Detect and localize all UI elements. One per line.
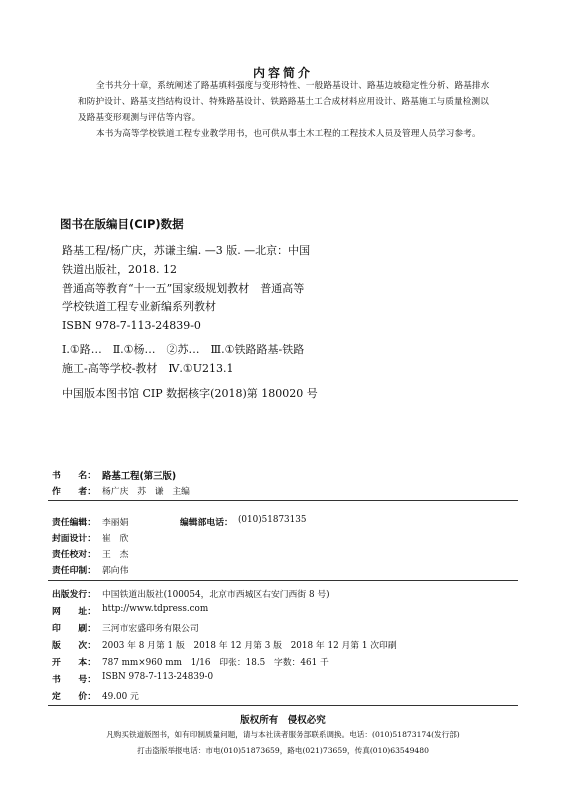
piracy-report-notice: 打击盗版举报电话：市电(010)51873659，路电(021)73659，传真(010)63549480 <box>137 746 429 755</box>
publisher-value: 中国铁道出版社(100054，北京市西城区右安门西街 8 号) <box>102 590 330 600</box>
copyright-notice: 版权所有 侵权必究 <box>240 715 326 726</box>
cip-title: 图书在版编目(CIP)数据 <box>60 217 184 231</box>
cip-line: 学校铁道工程专业新编系列教材 <box>62 300 216 313</box>
phone-value: (010)51873135 <box>238 515 307 525</box>
cip-number: 中国版本图书馆 CIP 数据核字(2018)第 180020 号 <box>62 387 318 400</box>
cover-design-value: 崔 欣 <box>102 534 129 544</box>
edition-value: 2003 年 8 月第 1 版 2018 年 12 月第 3 版 2018 年 12 月第 1 次印刷 <box>102 641 397 651</box>
book-title-label: 书 名： <box>52 471 96 481</box>
phone-label: 编辑部电话： <box>180 518 233 528</box>
cover-design-label: 封面设计： <box>52 534 96 544</box>
format-value: 787 mm×960 mm 1/16 印张：18.5 字数：461 千 <box>102 658 329 668</box>
cip-line: 普通高等教育“十一五”国家级规划教材 普通高等 <box>62 282 305 295</box>
cip-line: 路基工程/杨广庆，苏谦主编. —3 版. —北京：中国 <box>62 244 311 257</box>
cip-line: Ⅰ.①路… Ⅱ.①杨… ②苏… Ⅲ.①铁路路基-铁路 <box>62 343 305 356</box>
divider <box>48 500 518 501</box>
price-label: 定 价： <box>52 692 96 702</box>
divider <box>48 705 518 706</box>
isbn-value: ISBN 978-7-113-24839-0 <box>102 672 214 682</box>
book-title-value: 路基工程(第三版) <box>102 471 177 482</box>
author-value: 杨广庆 苏 谦 主编 <box>102 487 190 497</box>
print-manager-label: 责任印制： <box>52 566 96 576</box>
cip-line: 铁道出版社，2018. 12 <box>62 263 177 276</box>
editor-label: 责任编辑： <box>52 518 96 528</box>
intro-title: 内容简介 <box>252 66 313 80</box>
proofreader-label: 责任校对： <box>52 550 96 560</box>
publisher-label: 出版发行： <box>52 590 96 600</box>
price-value: 49.00 元 <box>102 692 139 702</box>
intro-paragraph-2: 本书为高等学校铁道工程专业教学用书，也可供从事土木工程的工程技术人员及管理人员学习参考。 <box>96 129 481 139</box>
cip-line: 施工-高等学校-教材 Ⅳ.①U213.1 <box>62 362 234 375</box>
printer-value: 三河市宏盛印务有限公司 <box>102 624 199 634</box>
divider <box>48 580 518 581</box>
format-label: 开 本： <box>52 658 96 668</box>
author-label: 作 者： <box>52 487 96 497</box>
printer-label: 印 刷： <box>52 624 96 634</box>
proofreader-value: 王 杰 <box>102 550 129 560</box>
isbn-label: 书 号： <box>52 675 96 685</box>
website-value: http://www.tdpress.com <box>102 604 209 614</box>
intro-paragraph-1: 全书共分十章，系统阐述了路基填料强度与变形特性、一般路基设计、路基边坡稳定性分析、路基排水和防护设计、路基支挡结构设计、特殊路基设计、铁路路基土工合成材料应用设计、路基施工与质量检测以及路基变形观测与评估等内容。 <box>78 81 490 123</box>
edition-label: 版 次： <box>52 641 96 651</box>
print-manager-value: 郭向伟 <box>102 566 129 576</box>
cip-line: ISBN 978-7-113-24839-0 <box>62 319 201 332</box>
website-label: 网 址： <box>52 607 96 617</box>
editor-value: 李丽娟 <box>102 518 129 528</box>
service-notice: 凡购买铁道版图书，如有印制质量问题，请与本社读者服务部联系调换。电话：(010)51873174(发行部) <box>106 730 460 739</box>
